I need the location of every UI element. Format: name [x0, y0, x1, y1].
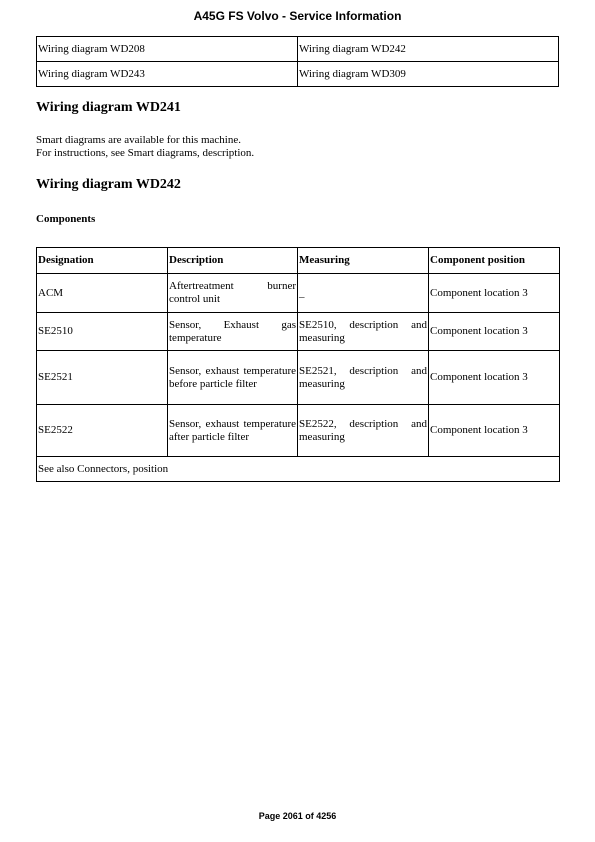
components-subheading: Components: [36, 213, 96, 225]
smart-diagrams-note: [36, 134, 254, 160]
table-row: [37, 405, 560, 457]
column-header-designation: Designation: [37, 248, 168, 274]
table-header-row: [37, 248, 560, 274]
cell-description: Sensor, exhaust temperature before particle filter: [168, 351, 298, 405]
cell-measuring: _: [298, 274, 429, 313]
cell-component-position[interactable]: Component location 3: [429, 313, 560, 351]
cell-measuring[interactable]: SE2522, description and measuring: [298, 405, 429, 457]
cell-description: Sensor, exhaust temperature after particle filter: [168, 405, 298, 457]
table-row: [37, 37, 559, 62]
link-wd242[interactable]: Wiring diagram WD242: [298, 37, 559, 62]
page-number: Page 2061 of 4256: [258, 811, 337, 821]
column-header-description: Description: [168, 248, 298, 274]
note-line-2[interactable]: For instructions, see Smart diagrams, description.: [36, 147, 255, 159]
cell-measuring[interactable]: SE2510, description and measuring: [298, 313, 429, 351]
cell-measuring[interactable]: SE2521, description and measuring: [298, 351, 429, 405]
cell-component-position[interactable]: Component location 3: [429, 274, 560, 313]
link-wd309[interactable]: Wiring diagram WD309: [298, 62, 559, 87]
section-heading-wd241: Wiring diagram WD241: [36, 100, 181, 115]
cell-designation: SE2521: [37, 351, 168, 405]
see-also-connectors-link[interactable]: See also Connectors, position: [37, 457, 560, 482]
cell-component-position[interactable]: Component location 3: [429, 405, 560, 457]
cell-designation: ACM: [37, 274, 168, 313]
note-line-1: Smart diagrams are available for this machine.: [36, 134, 241, 146]
table-row: [37, 62, 559, 87]
table-row: [37, 274, 560, 313]
table-row: [37, 351, 560, 405]
wiring-diagram-links-table: [36, 36, 559, 87]
link-wd208[interactable]: Wiring diagram WD208: [37, 37, 298, 62]
table-row: [37, 313, 560, 351]
cell-designation: SE2522: [37, 405, 168, 457]
cell-designation: SE2510: [37, 313, 168, 351]
cell-description: Aftertreatment burner control unit: [168, 274, 298, 313]
column-header-measuring: Measuring: [298, 248, 429, 274]
link-wd243[interactable]: Wiring diagram WD243: [37, 62, 298, 87]
components-table: [36, 247, 560, 482]
cell-component-position[interactable]: Component location 3: [429, 351, 560, 405]
table-footer-row: [37, 457, 560, 482]
column-header-component-position: Component position: [429, 248, 560, 274]
section-heading-wd242: Wiring diagram WD242: [36, 177, 181, 192]
cell-description: Sensor, Exhaust gas temperature: [168, 313, 298, 351]
page-header: A45G FS Volvo - Service Information: [193, 9, 402, 23]
